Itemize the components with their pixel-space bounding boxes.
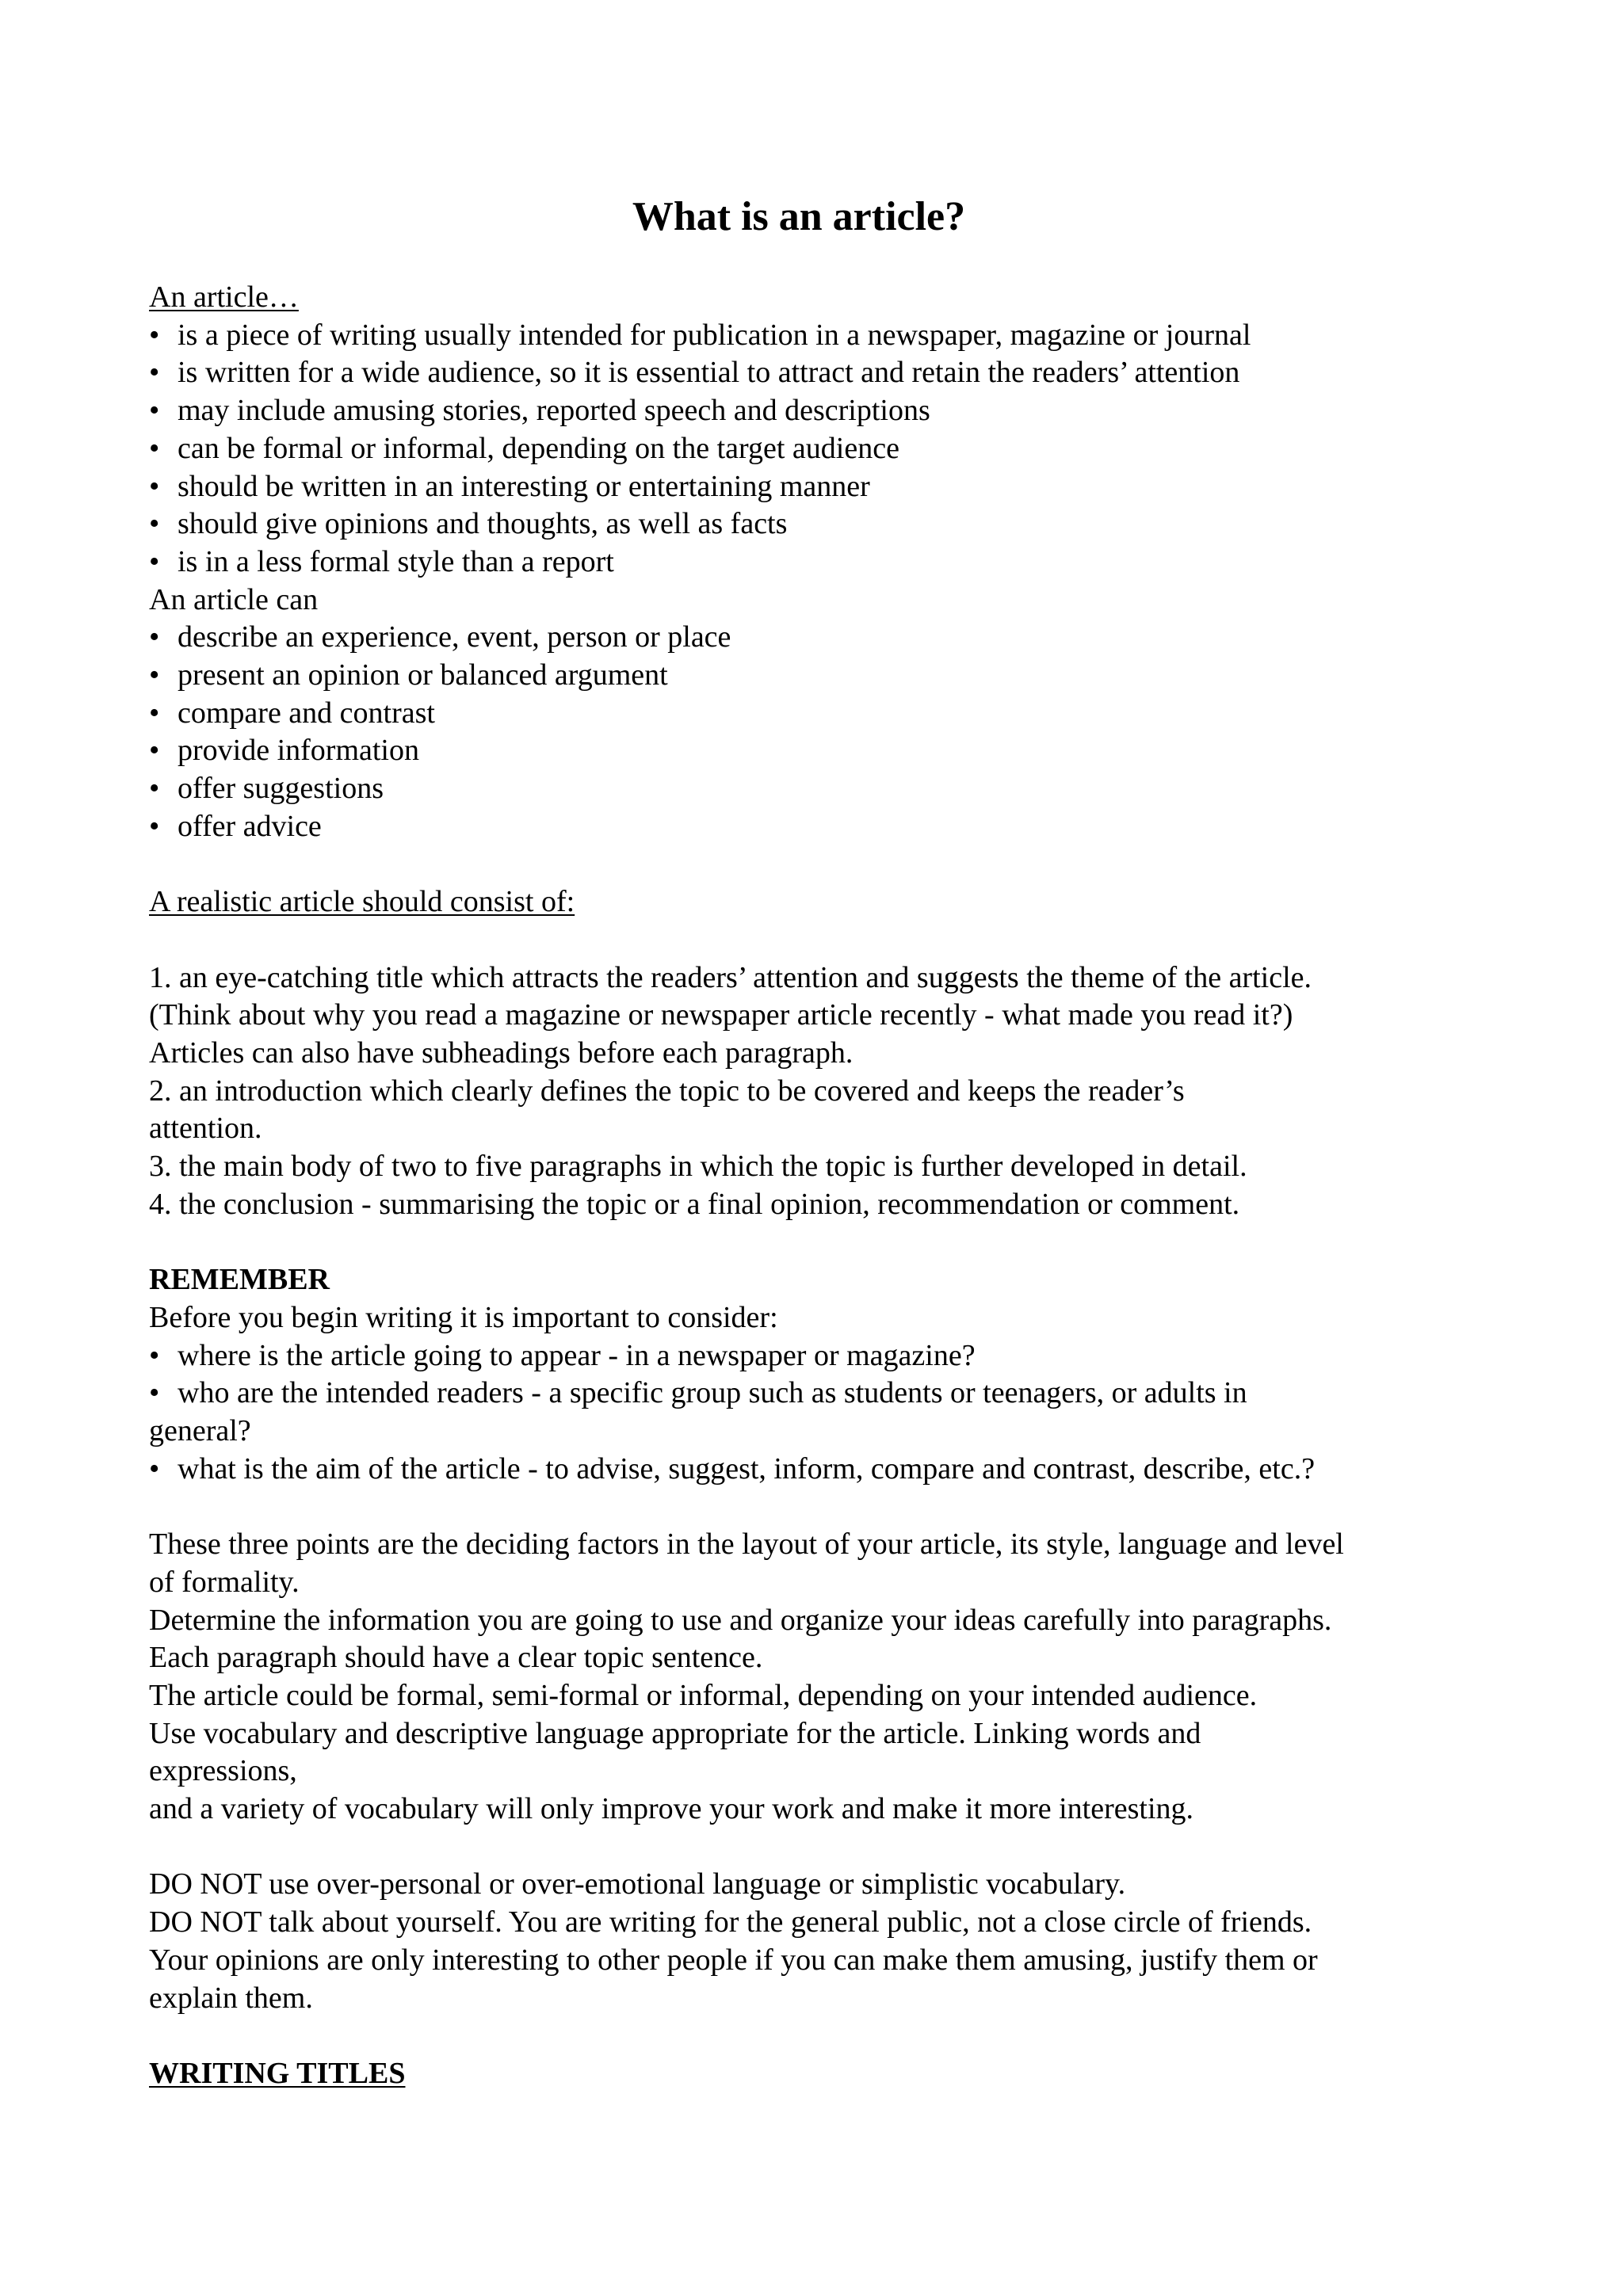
spacer (149, 2017, 1496, 2055)
list-item: • compare and contrast (149, 695, 1496, 733)
structure-item-3: 3. the main body of two to five paragraphs in which the topic is further developed in detail. (149, 1150, 1247, 1184)
list-item: • is written for a wide audience, so it is essential to attract and retain the readers’ attention (149, 354, 1496, 392)
structure-item-1-line-2: (Think about why you read a magazine or newspaper article recently - what made you read it?) (149, 998, 1293, 1032)
list-item-continuation: general? (149, 1414, 251, 1448)
structure-item-2-line-2: attention. (149, 1112, 262, 1146)
section-heading-an-article-can: An article can (149, 582, 319, 616)
paragraph-1-line-2: of formality. (149, 1565, 300, 1599)
list-item: • may include amusing stories, reported speech and descriptions (149, 392, 1496, 430)
structure-item-2-line-1: 2. an introduction which clearly defines the topic to be covered and keeps the reader’s (149, 1074, 1185, 1108)
do-not-line-1: DO NOT use over-personal or over-emotional language or simplistic vocabulary. (149, 1867, 1126, 1901)
remember-heading: REMEMBER (149, 1263, 330, 1297)
list-item: • is a piece of writing usually intended for publication in a newspaper, magazine or journal (149, 317, 1496, 355)
do-not-line-4: explain them. (149, 1981, 313, 2015)
paragraph-4-line-3: and a variety of vocabulary will only improve your work and make it more interesting. (149, 1792, 1194, 1826)
do-not-line-3: Your opinions are only interesting to other people if you can make them amusing, justify them or (149, 1943, 1318, 1977)
article-definition-list (149, 317, 1496, 582)
list-item: • offer suggestions (149, 770, 1496, 808)
article-structure-list (149, 959, 1496, 1224)
list-item: • should be written in an interesting or entertaining manner (149, 468, 1496, 506)
list-item: • describe an experience, event, person or place (149, 619, 1496, 657)
paragraph-1-line-1: These three points are the deciding factors in the layout of your article, its style, language and level (149, 1527, 1344, 1562)
structure-item-1-line-1: 1. an eye-catching title which attracts the readers’ attention and suggests the theme of the article. (149, 960, 1312, 994)
do-not-line-2: DO NOT talk about yourself. You are writing for the general public, not a close circle of friends. (149, 1905, 1312, 1939)
list-item: • present an opinion or balanced argument (149, 657, 1496, 695)
paragraph-4-line-1: Use vocabulary and descriptive language appropriate for the article. Linking words and (149, 1716, 1201, 1750)
writing-titles-heading: WRITING TITLES (149, 2056, 406, 2090)
paragraph-2-line-2: Each paragraph should have a clear topic sentence. (149, 1641, 763, 1675)
paragraph-4-line-2: expressions, (149, 1754, 297, 1788)
article-purposes-list (149, 619, 1496, 845)
list-item: • can be formal or informal, depending on the target audience (149, 430, 1496, 468)
list-item: • should give opinions and thoughts, as well as facts (149, 505, 1496, 543)
list-item: • provide information (149, 732, 1496, 770)
paragraph-2-line-1: Determine the information you are going to use and organize your ideas carefully into paragraphs. (149, 1603, 1332, 1637)
list-item: • offer advice (149, 808, 1496, 846)
document-content (149, 190, 1496, 2093)
section-heading-an-article: An article… (149, 280, 299, 314)
paragraph-3: The article could be formal, semi-formal or informal, depending on your intended audience. (149, 1678, 1258, 1712)
list-item: • what is the aim of the article - to advise, suggest, inform, compare and contrast, describe, etc.? (149, 1451, 1496, 1489)
spacer (149, 921, 1496, 959)
spacer (149, 846, 1496, 884)
list-item: • where is the article going to appear - in a newspaper or magazine? (149, 1337, 1496, 1375)
spacer (149, 1829, 1496, 1867)
page-title: What is an article? (632, 194, 966, 239)
section-heading-realistic-article: A realistic article should consist of: (149, 885, 575, 919)
structure-item-4: 4. the conclusion - summarising the topic or a final opinion, recommendation or comment. (149, 1187, 1240, 1221)
list-item: • is in a less formal style than a report (149, 543, 1496, 582)
remember-intro: Before you begin writing it is important to consider: (149, 1300, 778, 1334)
structure-item-1-line-3: Articles can also have subheadings before each paragraph. (149, 1036, 854, 1070)
spacer (149, 1488, 1496, 1526)
spacer (149, 1224, 1496, 1262)
remember-list (149, 1337, 1496, 1489)
list-item: • who are the intended readers - a specific group such as students or teenagers, or adults in (149, 1375, 1496, 1413)
